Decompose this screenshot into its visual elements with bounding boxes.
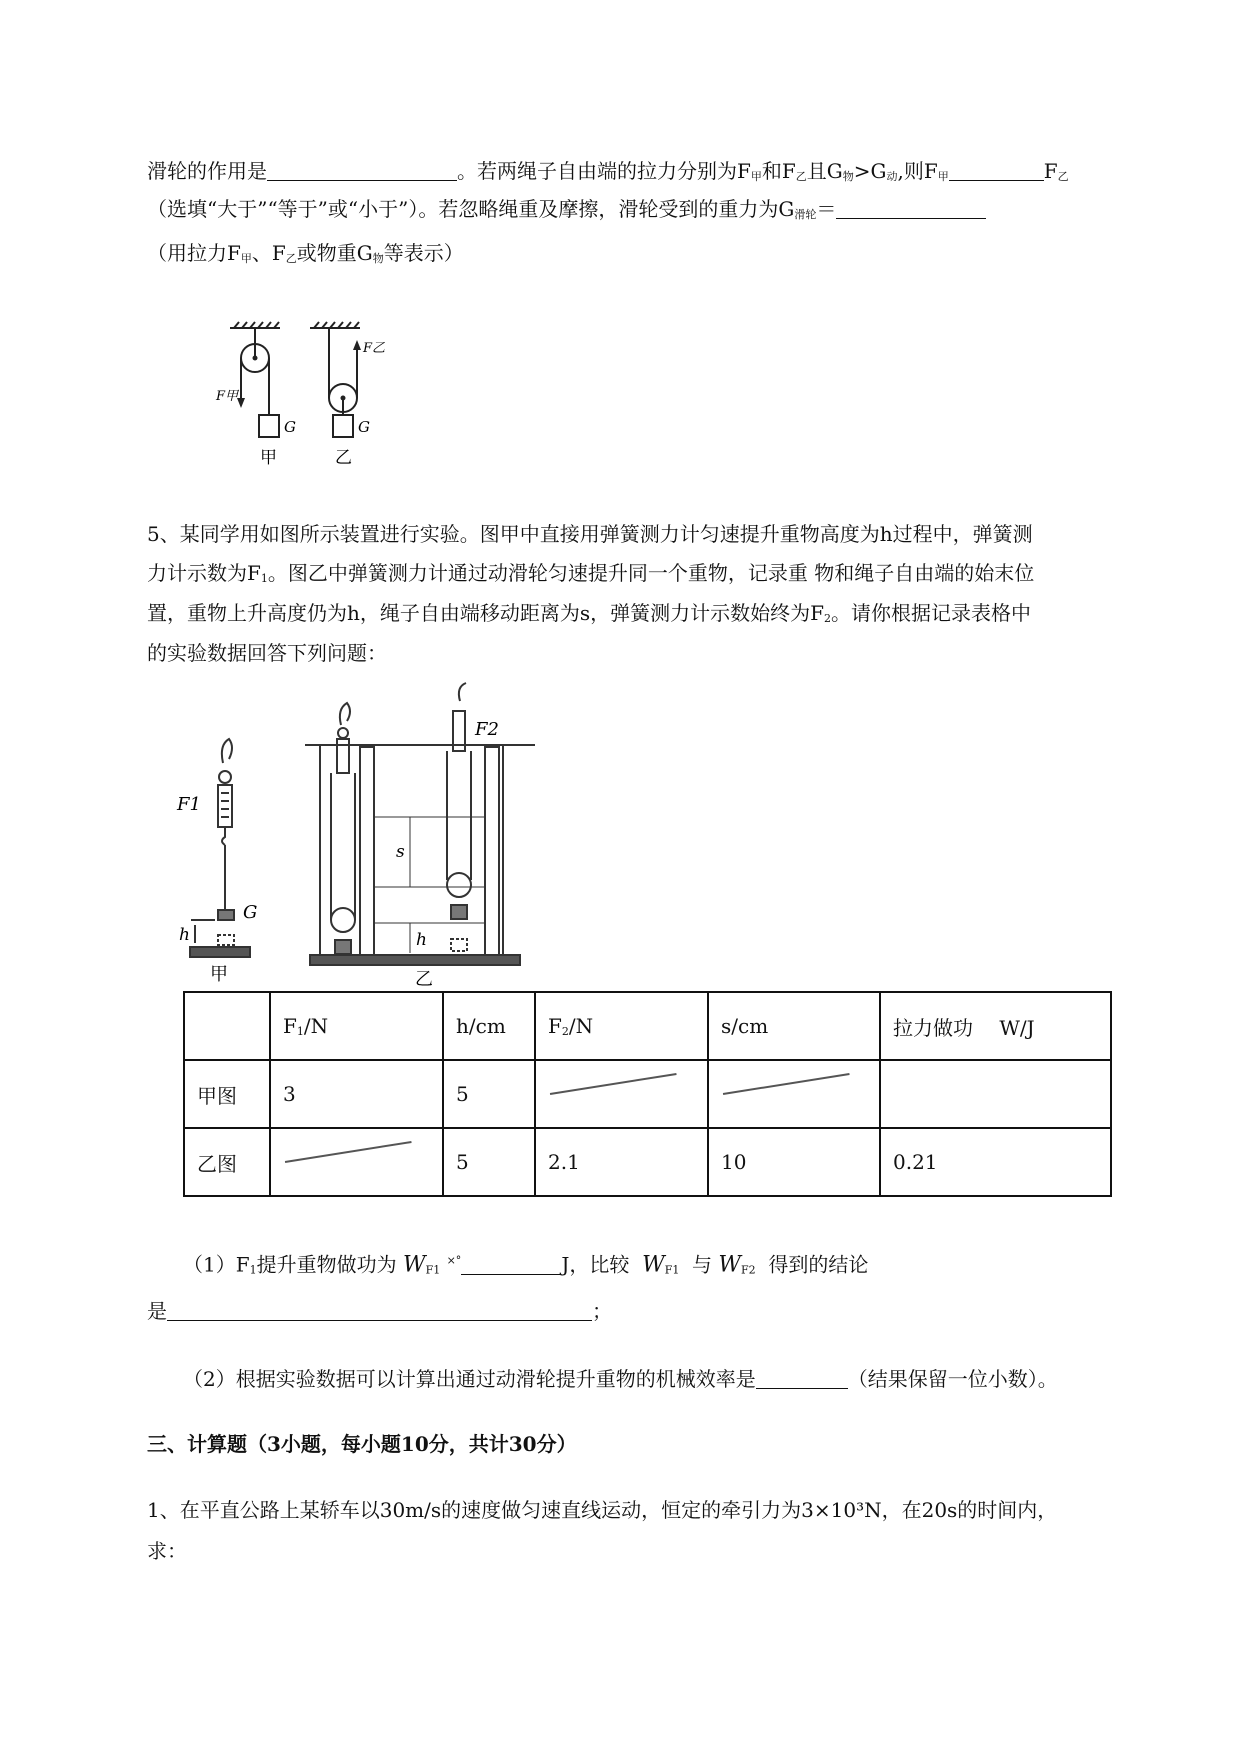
caption-jia: 甲 <box>210 964 228 985</box>
table-cell-empty <box>270 1128 443 1196</box>
caption-yi: 乙 <box>335 448 352 468</box>
slash-mark <box>285 1141 412 1163</box>
table-header-cell: $F_2/N$ <box>535 992 708 1060</box>
table-cell-empty <box>708 1060 880 1128</box>
label-f2: F2 <box>475 719 499 740</box>
table-cell: 5 <box>443 1060 535 1128</box>
q4-line-2: （选填“大于”“等于”或“小于”）。若忽略绳重及摩擦，滑轮受到的重力为$G_{滑轮}=$ <box>147 195 986 229</box>
s3-q1-line-2: 求： <box>147 1539 187 1563</box>
table-header-cell: h/cm <box>443 992 535 1060</box>
answer-blank-work[interactable] <box>461 1254 561 1275</box>
table-cell: 10 <box>708 1128 880 1196</box>
label-s: s <box>396 842 405 862</box>
slash-mark <box>550 1073 677 1095</box>
table-cell: 0.21 <box>880 1128 1111 1196</box>
q5-line-4: 的实验数据回答下列问题： <box>147 641 387 665</box>
q5-sub2: （2）根据实验数据可以计算出通过动滑轮提升重物的机械效率是 （结果保留一位小数）。 <box>183 1367 1058 1391</box>
table-cell: 2.1 <box>535 1128 708 1196</box>
table-header-cell: s/cm <box>708 992 880 1060</box>
label-g: G <box>243 902 258 923</box>
answer-blank-pulley-weight[interactable] <box>836 198 986 219</box>
label-h-left: h <box>179 925 190 945</box>
row-label: 乙图 <box>184 1128 270 1196</box>
q4-line-3: （用拉力$F_甲$、$F_乙$或物重$G_物$等表示） <box>147 241 464 265</box>
table-cell-empty <box>535 1060 708 1128</box>
q5-line-2: 力计示数为$F_1$。图乙中弹簧测力计通过动滑轮匀速提升同一个重物，记录重 物和绳子自由端的始末位 <box>147 561 1035 585</box>
answer-blank-pulley-function[interactable] <box>267 160 457 181</box>
caption-jia: 甲 <box>260 448 277 468</box>
label-h-right: h <box>416 930 427 950</box>
experiment-data-table <box>183 991 1112 1197</box>
label-f-yi: F乙 <box>363 341 386 356</box>
q4-line-1: 滑轮的作用是 。若两绳子自由端的拉力分别为$F_甲$和$F_乙$且$G_物>G_动$,则$F_甲$ $F_乙$ <box>147 159 1069 183</box>
table-header-cell: $F_1/N$ <box>270 992 443 1060</box>
caption-yi: 乙 <box>415 969 433 990</box>
section-3-title: 三、计算题（3小题，每小题10分，共计30分） <box>147 1432 577 1456</box>
label-g-left: G <box>284 418 296 436</box>
table-cell: 3 <box>270 1060 443 1128</box>
q5-line-1: 5、某同学用如图所示装置进行实验。图甲中直接用弹簧测力计匀速提升重物高度为h过程中，弹簧测 <box>147 522 1033 546</box>
label-f1: F1 <box>177 794 201 815</box>
q5-sub1-line-1: $(1)F_1$提升重物做功为 $W_{F1}$ ×° J，比较 $W_{F1}$ 与 $W_{F2}$ 得到的结论 <box>183 1252 869 1278</box>
answer-blank-conclusion[interactable] <box>167 1300 592 1321</box>
table-cell[interactable] <box>880 1060 1111 1128</box>
q5-line-3: 置，重物上升高度仍为h，绳子自由端移动距离为s，弹簧测力计示数始终为$F_2$。请你根据记录表格中 <box>147 601 1032 625</box>
table-header-cell <box>184 992 270 1060</box>
label-f-jia: F甲 <box>216 389 239 404</box>
row-label: 甲图 <box>184 1060 270 1128</box>
q5-sub1-line-2: 是 ； <box>147 1299 612 1323</box>
table-row <box>184 1128 1111 1196</box>
table-header-row <box>184 992 1111 1060</box>
table-row <box>184 1060 1111 1128</box>
answer-blank-compare[interactable] <box>949 160 1044 181</box>
spring-scale-figure <box>177 705 575 990</box>
pulley-figure <box>210 320 400 470</box>
slash-mark <box>723 1073 850 1095</box>
s3-q1-line-1: 1、在平直公路上某轿车以30m/s的速度做匀速直线运动，恒定的牵引力为3×10³N，在20s的时间内， <box>147 1498 1058 1522</box>
table-cell: 5 <box>443 1128 535 1196</box>
table-header-cell: 拉力做功 W/J <box>880 992 1111 1060</box>
label-g-right: G <box>358 418 370 436</box>
answer-blank-efficiency[interactable] <box>756 1368 848 1389</box>
